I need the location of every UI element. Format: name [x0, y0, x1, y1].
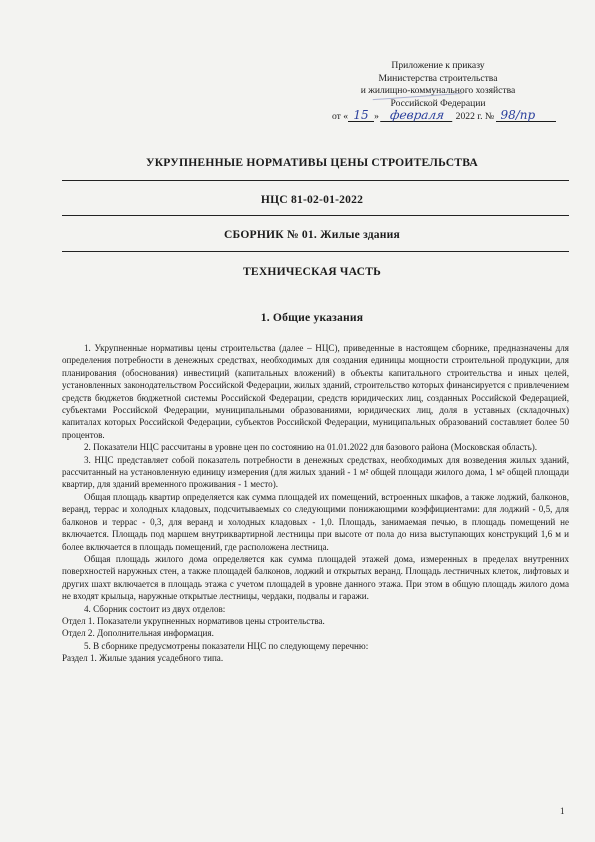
paragraph: Общая площадь квартир определяется как сумма площадей их помещений, встроенных шкафов, а также лоджий, балконов, веранд, террас и холодных кладовых, подсчитываемых со следующими понижающими коэффициентами: для лоджий - 0,5, для балконов и террас - 0,3, для веранд и холодных кладовых - 1,0. Площадь, занимаемая печью, в площадь помещений не включается. Площадь под маршем внутриквартирной лестницы при высоте от пола до низа выступающих конструкций 1,6 м и более включается в площадь помещений, где расположена лестница. [62, 491, 569, 552]
page-number: 1 [560, 806, 565, 816]
paragraph: 5. В сборнике предусмотрены показатели НЦС по следующему перечню: [84, 640, 369, 651]
code-title: НЦС 81-02-01-2022 [260, 193, 364, 206]
paragraph: 4. Сборник состоит из двух отделов: [84, 603, 226, 614]
paragraph: Отдел 2. Дополнительная информация. [62, 628, 214, 639]
handwritten-month: февраля [380, 110, 454, 122]
handwritten-order-number: 98/пр [496, 110, 556, 122]
order-from-label: от « [332, 111, 349, 122]
paragraph: Общая площадь жилого дома определяется как сумма площадей этажей дома, измеренных в пределах внутренних поверхностей наружных стен, а также площадей балконов, лоджий и открытых веранд. Площадь лестничных клеток, лифтовых и других шахт включается в площадь этажа с учетом площадей в уровне данного этажа. При этом в общую площадь жилого дома не входят крыльца, наружные открытые лестницы, чердаки, подвалы и гаражи. [62, 553, 569, 602]
divider [62, 251, 569, 252]
divider [62, 215, 569, 216]
paragraph: 3. НЦС представляет собой показатель потребности в денежных средствах, необходимых для возведения жилых зданий, рассчитанный на установленную единицу измерения (для жилых зданий - 1 м² общей площади жилого дома, 1 м² общей площади квартир, для зданий временного проживания - 1 место). [62, 454, 569, 490]
order-year-label: 2022 г. № [455, 111, 495, 122]
paragraph: 1. Укрупненные нормативы цены строительства (далее – НЦС), приведенные в настоящем сборнике, предназначены для определения потребности в денежных средствах, необходимых для создания единицы мощности строительной продукции, для планирования (обоснования) инвестиций (капитальных вложений) в объекты капитального строительства и иных целей, установленных законодательством Российской Федерации, жилых зданий, строительство которых финансируется с привлечением средств бюджетов бюджетной системы Российской Федерации, средств юридических лиц, созданных Российской Федерацией, субъектами Российской Федерации, муниципальными образованиями, юридических лиц, доля в уставных (складочных) капиталах которых Российской Федерации, субъектов Российской Федерации, муниципальных образований составляет более 50 процентов. [62, 343, 569, 440]
divider [62, 180, 569, 181]
paragraph: Раздел 1. Жилые здания усадебного типа. [62, 653, 224, 664]
main-title: УКРУПНЕННЫЕ НОРМАТИВЫ ЦЕНЫ СТРОИТЕЛЬСТВА [145, 156, 478, 169]
order-date-line [332, 110, 548, 124]
appendix-line: и жилищно-коммунального хозяйства [360, 85, 516, 96]
paragraph: Отдел 1. Показатели укрупненных нормативов цены строительства. [62, 615, 325, 626]
section-title: 1. Общие указания [260, 311, 364, 324]
appendix-line: Российской Федерации [390, 97, 486, 109]
handwritten-day: 15 [348, 110, 374, 122]
appendix-line: Министерства строительства [378, 72, 498, 84]
close-quote: » [374, 111, 379, 122]
technical-part-title: ТЕХНИЧЕСКАЯ ЧАСТЬ [242, 265, 381, 278]
appendix-line: Приложение к приказу [391, 60, 485, 71]
appendix-header [328, 60, 548, 124]
body-text [62, 342, 569, 665]
collection-title: СБОРНИК № 01. Жилые здания [223, 228, 401, 241]
paragraph: 2. Показатели НЦС рассчитаны в уровне цен по состоянию на 01.01.2022 для базового района (Московская область). [84, 442, 538, 453]
